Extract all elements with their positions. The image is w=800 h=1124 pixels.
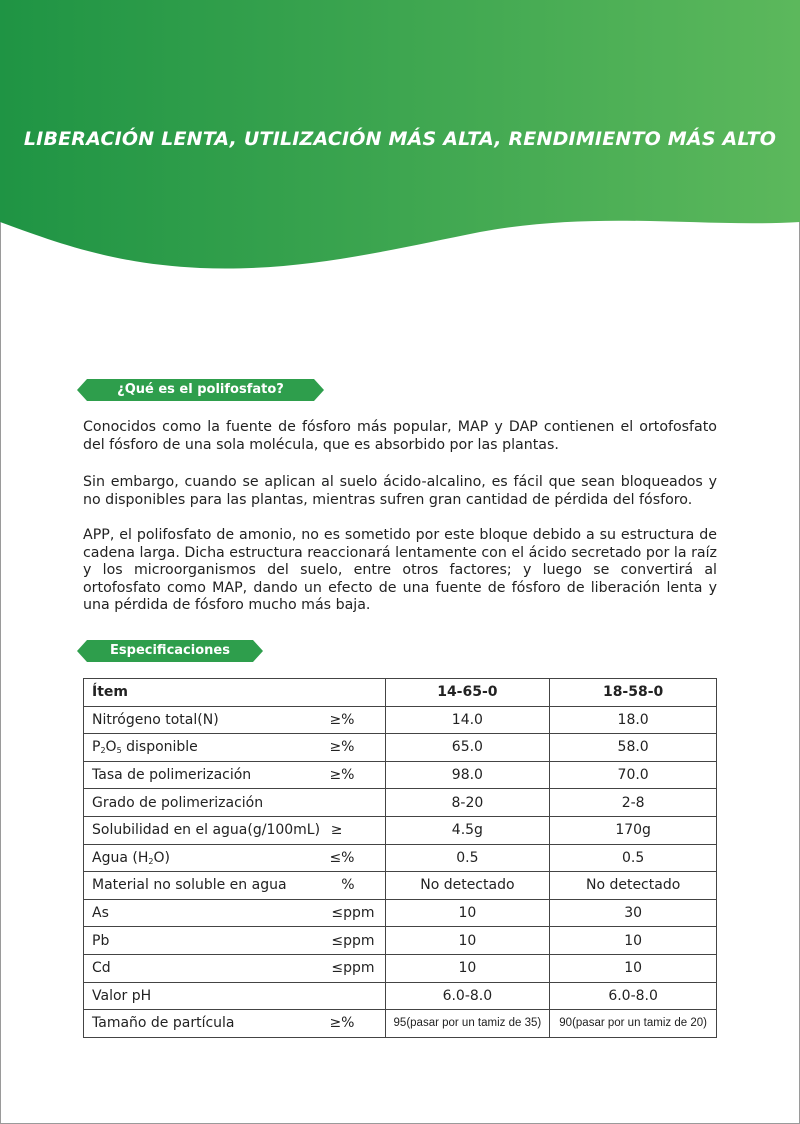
row-value-1: 10 bbox=[385, 954, 550, 982]
row-name: Nitrógeno total(N) bbox=[92, 711, 219, 728]
row-value-1: 4.5g bbox=[385, 816, 550, 844]
row-unit: ≥% bbox=[329, 767, 355, 784]
table-row bbox=[84, 816, 717, 844]
row-value-2: 10 bbox=[550, 927, 717, 955]
row-name-cell bbox=[84, 982, 386, 1010]
row-name: Cd bbox=[92, 960, 111, 977]
row-name: Solubilidad en el agua(g/100mL) bbox=[92, 822, 321, 839]
row-value-1: 6.0-8.0 bbox=[385, 982, 550, 1010]
row-value-2: 30 bbox=[550, 899, 717, 927]
row-value-1: 10 bbox=[385, 927, 550, 955]
header-col-18-58-0: 18-58-0 bbox=[550, 679, 717, 707]
paragraph-1: Conocidos como la fuente de fósforo más popular, MAP y DAP contienen el ortofosfato del fósforo de una sola molécula, que es absorbido por las plantas. bbox=[83, 419, 717, 453]
header-item: Ítem bbox=[84, 679, 386, 707]
row-value-1: 10 bbox=[385, 899, 550, 927]
section-heading-text: ¿Qué es el polifosfato? bbox=[117, 382, 284, 397]
table-row bbox=[84, 734, 717, 762]
row-unit: ≥% bbox=[329, 1015, 355, 1032]
row-unit: ≥ bbox=[330, 822, 343, 839]
row-name-cell bbox=[84, 899, 386, 927]
row-name: Grado de polimerización bbox=[92, 794, 264, 811]
row-name: Tasa de polimerización bbox=[92, 767, 252, 784]
row-value-1: 98.0 bbox=[385, 761, 550, 789]
row-unit: % bbox=[341, 877, 355, 894]
page-title: LIBERACIÓN LENTA, UTILIZACIÓN MÁS ALTA, RENDIMIENTO MÁS ALTO bbox=[23, 128, 777, 150]
row-name-cell bbox=[84, 761, 386, 789]
row-value-1: 95(pasar por un tamiz de 35) bbox=[385, 1010, 550, 1038]
table-row bbox=[84, 761, 717, 789]
row-name-cell bbox=[84, 872, 386, 900]
table-row bbox=[84, 982, 717, 1010]
row-name-cell bbox=[84, 789, 386, 817]
row-name-cell bbox=[84, 954, 386, 982]
table-row bbox=[84, 872, 717, 900]
specifications-table bbox=[83, 678, 717, 1038]
row-unit: ≤ppm bbox=[331, 932, 375, 949]
table-row bbox=[84, 899, 717, 927]
row-value-2: 2-8 bbox=[550, 789, 717, 817]
table-row bbox=[84, 1010, 717, 1038]
table-row bbox=[84, 789, 717, 817]
row-value-2: 6.0-8.0 bbox=[550, 982, 717, 1010]
table-row bbox=[84, 927, 717, 955]
row-name: As bbox=[92, 905, 109, 922]
row-name-cell bbox=[84, 1010, 386, 1038]
table-row bbox=[84, 706, 717, 734]
row-unit: ≤ppm bbox=[331, 960, 375, 977]
row-value-1: No detectado bbox=[385, 872, 550, 900]
row-value-2: 70.0 bbox=[550, 761, 717, 789]
row-value-2: 0.5 bbox=[550, 844, 717, 872]
table-row bbox=[84, 844, 717, 872]
section-heading-text: Especificaciones bbox=[110, 643, 230, 658]
paragraph-3: APP, el polifosfato de amonio, no es sometido por este bloque debido a su estructura de cadena larga. Dicha estructura reaccionará lentamente con el ácido secretado por la raíz y los microorganismos del suelo, entre otros factores; y luego se convertirá al ortofosfato como MAP, dando un efecto de una fuente de fósforo de liberación lenta y una pérdida de fósforo mucho más baja. bbox=[83, 527, 717, 613]
row-value-2: 10 bbox=[550, 954, 717, 982]
row-unit: ≥% bbox=[329, 739, 355, 756]
row-name: Pb bbox=[92, 932, 110, 949]
row-name-cell bbox=[84, 816, 386, 844]
header-banner bbox=[0, 0, 800, 275]
row-value-1: 14.0 bbox=[385, 706, 550, 734]
row-value-2: No detectado bbox=[550, 872, 717, 900]
row-unit: ≤% bbox=[329, 849, 355, 866]
row-value-2: 170g bbox=[550, 816, 717, 844]
row-name-cell bbox=[84, 927, 386, 955]
row-value-2: 90(pasar por un tamiz de 20) bbox=[550, 1010, 717, 1038]
paragraph-2: Sin embargo, cuando se aplican al suelo ácido-alcalino, es fácil que sean bloqueados y no disponibles para las plantas, mientras sufren gran cantidad de pérdida del fósforo. bbox=[83, 474, 717, 508]
row-name: Material no soluble en agua bbox=[92, 877, 287, 894]
row-name-cell bbox=[84, 706, 386, 734]
row-name: Valor pH bbox=[92, 987, 152, 1004]
row-unit: ≥% bbox=[329, 711, 355, 728]
table-header-row bbox=[84, 679, 717, 707]
row-unit: ≤ppm bbox=[331, 905, 375, 922]
table-row bbox=[84, 954, 717, 982]
row-name: $P_2O_5$ disponible bbox=[92, 739, 198, 756]
row-value-2: 18.0 bbox=[550, 706, 717, 734]
row-name-cell bbox=[84, 734, 386, 762]
section-heading-polyphosphate bbox=[77, 379, 324, 401]
row-value-2: 58.0 bbox=[550, 734, 717, 762]
row-name: Tamaño de partícula bbox=[92, 1015, 235, 1032]
row-value-1: 8-20 bbox=[385, 789, 550, 817]
row-name: Agua $(H_2O)$ bbox=[92, 849, 170, 866]
row-value-1: 65.0 bbox=[385, 734, 550, 762]
row-name-cell bbox=[84, 844, 386, 872]
section-heading-specifications bbox=[77, 640, 263, 662]
header-col-14-65-0: 14-65-0 bbox=[385, 679, 550, 707]
row-value-1: 0.5 bbox=[385, 844, 550, 872]
